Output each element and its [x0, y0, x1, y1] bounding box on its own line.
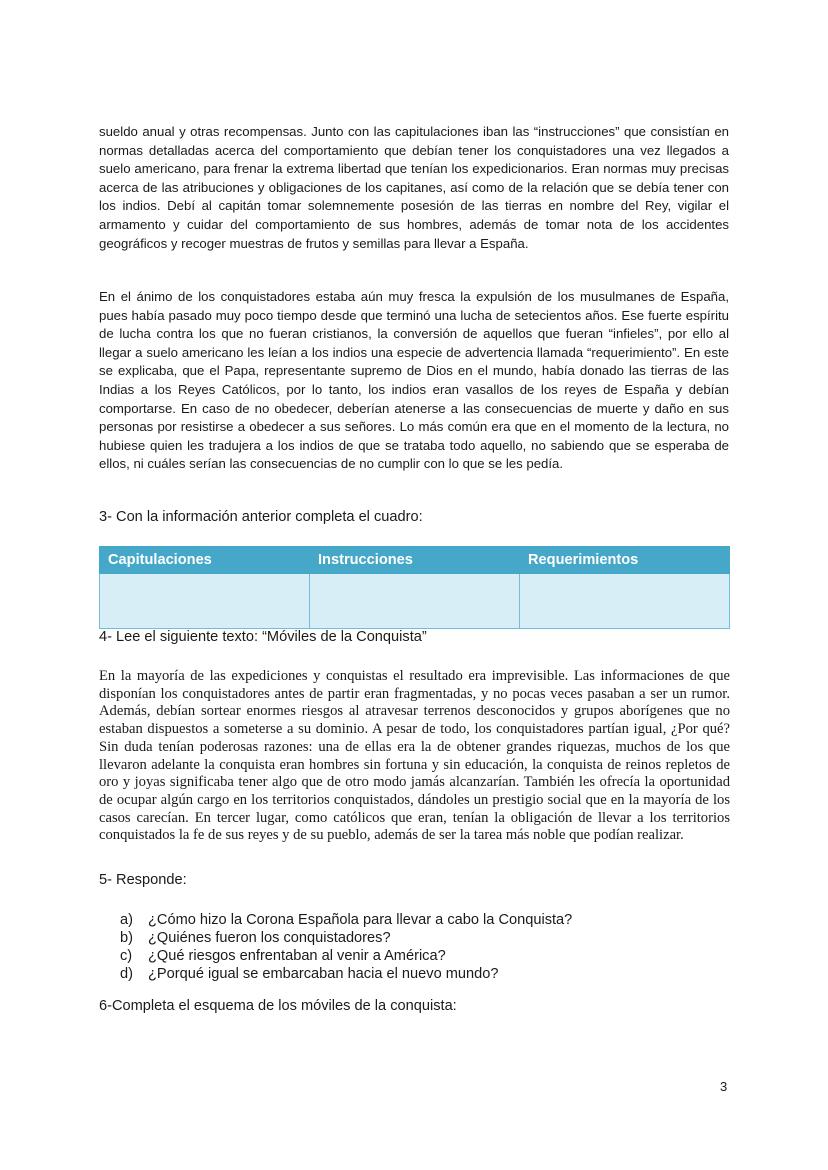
header-requerimientos: Requerimientos: [520, 547, 730, 574]
moviles-text: En la mayoría de las expediciones y conquistas el resultado era imprevisible. Las informaciones de que disponían los conquistadores antes de partir eran fragmentadas, y no pocas veces pasaban a ser un rumor. Además, debían sortear enormes riesgos al atravesar terrenos desconocidos y grupos aborígenes que no estaban dispuestos a someterse a su dominio. A pesar de todo, los conquistadores partían igual, ¿Por qué? Sin duda tenían poderosas razones: una de ellas era la de obtener grandes riquezas, muchos de los que llevaron adelante la conquista eran hombres sin fortuna y sin educación, la conquista de reinos repletos de oro y joyas significaba tener algo que de otro modo jamás alcanzarían. También les ofrecía la oportunidad de ocupar algún cargo en los territorios conquistados, dándoles un prestigio social que en la mayoría de los casos carecían. En tercer lugar, como católicos que eran, tenían la obligación de llevar a los territorios conquistados la fe de sus reyes y de su pueblo, además de ser la tarea más noble que podían realizar.: [99, 668, 730, 844]
header-capitulaciones: Capitulaciones: [100, 547, 310, 574]
question-list: [120, 911, 572, 983]
header-instrucciones: Instrucciones: [310, 547, 520, 574]
section-4-heading: 4- Lee el siguiente texto: “Móviles de la Conquista”: [99, 629, 427, 645]
cell-requerimientos[interactable]: [520, 574, 730, 629]
question-marker: a): [120, 912, 133, 928]
list-item: [120, 965, 572, 983]
question-marker: c): [120, 948, 133, 964]
paragraph-requerimiento: En el ánimo de los conquistadores estaba aún muy fresca la expulsión de los musulmanes de España, pues había pasado muy poco tiempo desde que terminó una lucha de setecientos años. Ese fuerte espíritu de lucha contra los que no fueran cristianos, la conversión de aquellos que fueran “infieles”, por ello al llegar a suelo americano les leían a los indios una especie de advertencia llamada “requerimiento”. En este se explicaba, que el Papa, representante supremo de Dios en el mundo, había donado las tierras de las Indias a los Reyes Católicos, por lo tanto, los indios eran vasallos de los reyes de España y debían comportarse. En caso de no obedecer, deberían atenerse a las consecuencias de muerte y daño en sus personas por resistirse a obedecer a sus señores. Lo más común era que en el momento de la lectura, no hubiese quien les tradujera a los indios de que se trataba todo aquello, no sabiendo que se esperaba de ellos, ni cuáles serían las consecuencias de no cumplir con lo que se les pedía.: [99, 289, 729, 472]
question-text: ¿Quiénes fueron los conquistadores?: [148, 930, 391, 946]
paragraph-instrucciones: sueldo anual y otras recompensas. Junto con las capitulaciones iban las “instrucciones” que consistían en normas detalladas acerca del comportamiento que debían tener los conquistadores una vez llegados a suelo americano, para frenar la extrema libertad que tenían los expedicionarios. Eran normas muy precisas acerca de las atribuciones y obligaciones de los capitanes, así como de la relación que se debía tener con los indios. Debí al capitán tomar solemnemente posesión de las tierras en nombre del Rey, vigilar el armamento y cuidar del comportamiento de sus hombres, además de tomar nota de los accidentes geográficos y recoger muestras de frutos y semillas para llevar a España.: [99, 124, 729, 251]
cell-capitulaciones[interactable]: [100, 574, 310, 629]
list-item: [120, 929, 572, 947]
table-row: [100, 574, 730, 629]
table-header-row: [100, 547, 730, 574]
page-number: 3: [720, 1079, 728, 1094]
comparison-table: [99, 546, 730, 629]
question-marker: b): [120, 930, 133, 946]
question-marker: d): [120, 966, 133, 982]
section-6-heading: 6-Completa el esquema de los móviles de la conquista:: [99, 998, 457, 1014]
section-3-heading: 3- Con la información anterior completa el cuadro:: [99, 509, 423, 525]
section-5-heading: 5- Responde:: [99, 872, 187, 888]
list-item: [120, 911, 572, 929]
list-item: [120, 947, 572, 965]
cell-instrucciones[interactable]: [310, 574, 520, 629]
question-text: ¿Cómo hizo la Corona Española para llevar a cabo la Conquista?: [148, 912, 573, 928]
question-text: ¿Porqué igual se embarcaban hacia el nuevo mundo?: [148, 966, 499, 982]
question-text: ¿Qué riesgos enfrentaban al venir a América?: [148, 948, 446, 964]
